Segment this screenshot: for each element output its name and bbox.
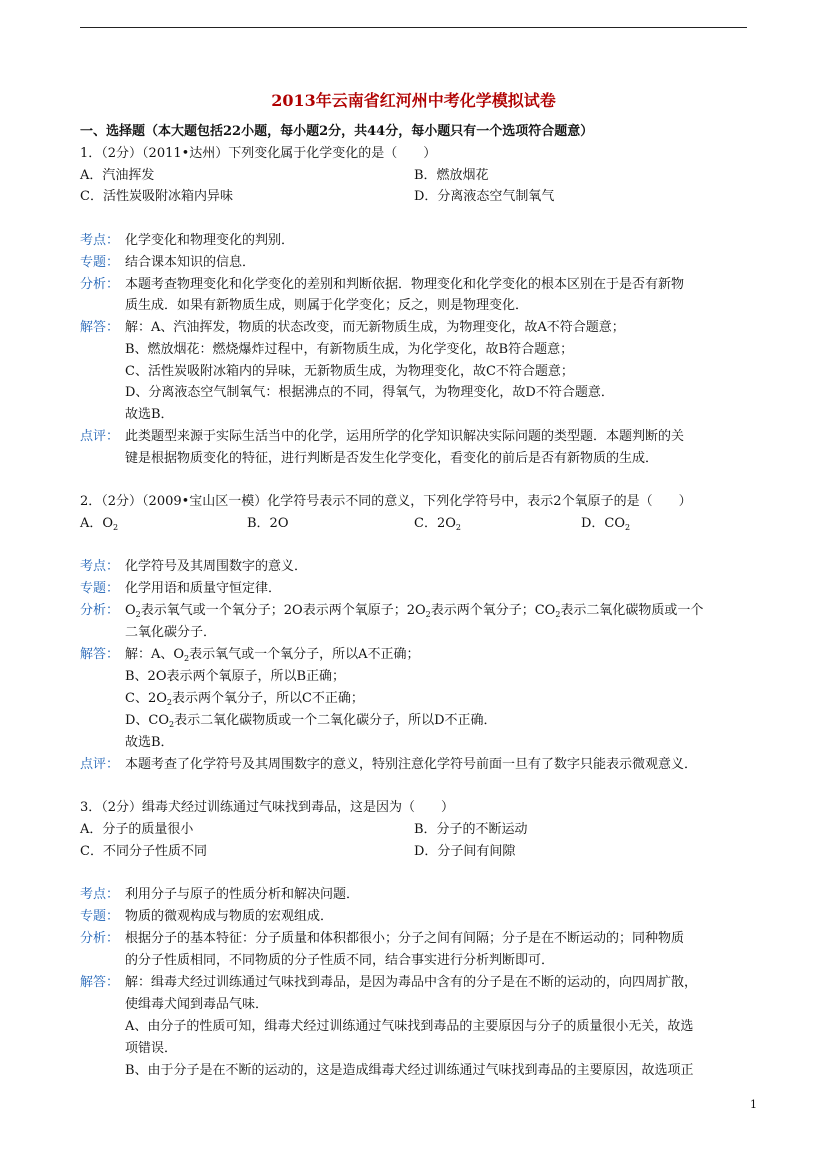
q1-fenxi-label: 分析： xyxy=(80,277,120,292)
q3-option-b: B．分子的不断运动 xyxy=(414,822,528,837)
q2-jieda-line2: B、2O表示两个氧原子，所以B正确； xyxy=(125,669,346,684)
q2-option-c: C．$2O_2$ xyxy=(414,516,461,532)
page-title: 2013年云南省红河州中考化学模拟试卷 xyxy=(271,91,556,110)
q3-kaodian: 利用分子与原子的性质分析和解决问题． xyxy=(125,887,360,902)
q3-fenxi-line1: 根据分子的基本特征：分子质量和体积都很小；分子之间有间隔；分子是在不断运动的；同种物质 xyxy=(125,931,685,946)
q2-option-d: D．$CO_2$ xyxy=(581,516,631,532)
q1-dianping-line2: 键是根据物质变化的特征，进行判断是否发生化学变化，看变化的前后是否有新物质的生成． xyxy=(125,451,659,466)
q1-jieda-line2: B、燃放烟花：燃烧爆炸过程中，有新物质生成，为化学变化，故B符合题意； xyxy=(125,342,574,357)
q2-kaodian: 化学符号及其周围数字的意义． xyxy=(125,559,308,574)
q1-fenxi-line1: 本题考查物理变化和化学变化的差别和判断依据．物理变化和化学变化的根本区别在于是否有新物 xyxy=(125,277,685,292)
q1-jieda-line1: 解：A、汽油挥发，物质的状态改变，而无新物质生成，为物理变化，故A不符合题意； xyxy=(125,320,625,335)
q1-option-b: B．燃放烟花 xyxy=(414,168,489,183)
q1-zhuanti-label: 专题： xyxy=(80,255,120,270)
q1-option-d: D．分离液态空气制氧气 xyxy=(414,189,555,204)
header-rule xyxy=(80,27,747,28)
q1-stem: 1．（2分）（2011•达州）下列变化属于化学变化的是（ ） xyxy=(80,146,437,161)
q2-dianping: 本题考查了化学符号及其周围数字的意义，特别注意化学符号前面一旦有了数字只能表示微观意义． xyxy=(125,757,698,772)
q1-jieda-line5: 故选B． xyxy=(125,407,174,422)
q2-jieda-line3: C、$2O_2$表示两个氧分子，所以C不正确； xyxy=(125,691,364,707)
q3-jieda-line5: B、由于分子是在不断的运动的，这是造成缉毒犬经过训练通过气味找到毒品的主要原因，故选项正 xyxy=(125,1063,694,1078)
q2-fenxi-label: 分析： xyxy=(80,603,120,618)
q3-jieda-line1: 解：缉毒犬经过训练通过气味找到毒品，是因为毒品中含有的分子是在不断的运动的，向四周扩散， xyxy=(125,975,698,990)
q3-option-d: D．分子间有间隙 xyxy=(414,844,516,859)
q3-jieda-line3: A、由分子的性质可知，缉毒犬经过训练通过气味找到毒品的主要原因与分子的质量很小无关，故选 xyxy=(125,1019,694,1034)
q3-zhuanti-label: 专题： xyxy=(80,909,120,924)
q3-jieda-line2: 使缉毒犬闻到毒品气味． xyxy=(125,997,269,1012)
q2-zhuanti: 化学用语和质量守恒定律． xyxy=(125,581,282,596)
q1-kaodian: 化学变化和物理变化的判别． xyxy=(125,233,295,248)
q2-option-b: B．2O xyxy=(247,516,289,531)
q1-kaodian-label: 考点： xyxy=(80,233,120,248)
q2-jieda-line4: D、$CO_2$表示二氧化碳物质或一个二氧化碳分子，所以D不正确． xyxy=(125,713,497,729)
q1-zhuanti: 结合课本知识的信息． xyxy=(125,255,256,270)
q3-jieda-line4: 项错误． xyxy=(125,1041,178,1056)
q3-kaodian-label: 考点： xyxy=(80,887,120,902)
q3-fenxi-label: 分析： xyxy=(80,931,120,946)
q1-jieda-label: 解答： xyxy=(80,320,120,335)
q1-option-c: C．活性炭吸附冰箱内异味 xyxy=(80,189,233,204)
page-number: 1 xyxy=(750,1098,757,1111)
q2-kaodian-label: 考点： xyxy=(80,559,120,574)
q1-dianping-line1: 此类题型来源于实际生活当中的化学，运用所学的化学知识解决实际问题的类型题．本题判断的关 xyxy=(125,429,685,444)
q3-jieda-label: 解答： xyxy=(80,975,120,990)
q3-stem: 3．（2分）缉毒犬经过训练通过气味找到毒品，这是因为（ ） xyxy=(80,800,455,815)
q2-stem: 2．（2分）（2009•宝山区一模）化学符号表示不同的意义，下列化学符号中，表示2个氧原子的是（ ） xyxy=(80,494,692,509)
q2-fenxi-line2: 二氧化碳分子． xyxy=(125,625,217,640)
q2-option-a: A．$O_2$ xyxy=(80,516,119,532)
q1-option-a: A．汽油挥发 xyxy=(80,168,155,183)
q1-jieda-line4: D、分离液态空气制氧气：根据沸点的不同，得氧气，为物理变化，故D不符合题意． xyxy=(125,385,614,400)
q2-jieda-line5: 故选B． xyxy=(125,735,174,750)
q2-jieda-label: 解答： xyxy=(80,647,120,662)
q3-option-c: C．不同分子性质不同 xyxy=(80,844,207,859)
q3-zhuanti: 物质的微观构成与物质的宏观组成． xyxy=(125,909,334,924)
q1-fenxi-line2: 质生成．如果有新物质生成，则属于化学变化；反之，则是物理变化． xyxy=(125,298,529,313)
q2-jieda-line1: 解：A、$O_2$表示氧气或一个氧分子，所以A不正确； xyxy=(125,647,420,663)
q3-option-a: A．分子的质量很小 xyxy=(80,822,194,837)
q2-dianping-label: 点评： xyxy=(80,757,120,772)
section-header: 一、选择题（本大题包括22小题，每小题2分，共44分，每小题只有一个选项符合题意） xyxy=(80,124,594,139)
q3-fenxi-line2: 的分子性质相同，不同物质的分子性质不同，结合事实进行分析判断即可． xyxy=(125,953,555,968)
q2-fenxi-line1: $O_2$表示氧气或一个氧分子；2O表示两个氧原子；$2O_2$表示两个氧分子；$CO_2$表示二氧化碳物质或一个 xyxy=(125,603,704,619)
q1-dianping-label: 点评： xyxy=(80,429,120,444)
q1-jieda-line3: C、活性炭吸附冰箱内的异味，无新物质生成，为物理变化，故C不符合题意； xyxy=(125,364,574,379)
q2-zhuanti-label: 专题： xyxy=(80,581,120,596)
